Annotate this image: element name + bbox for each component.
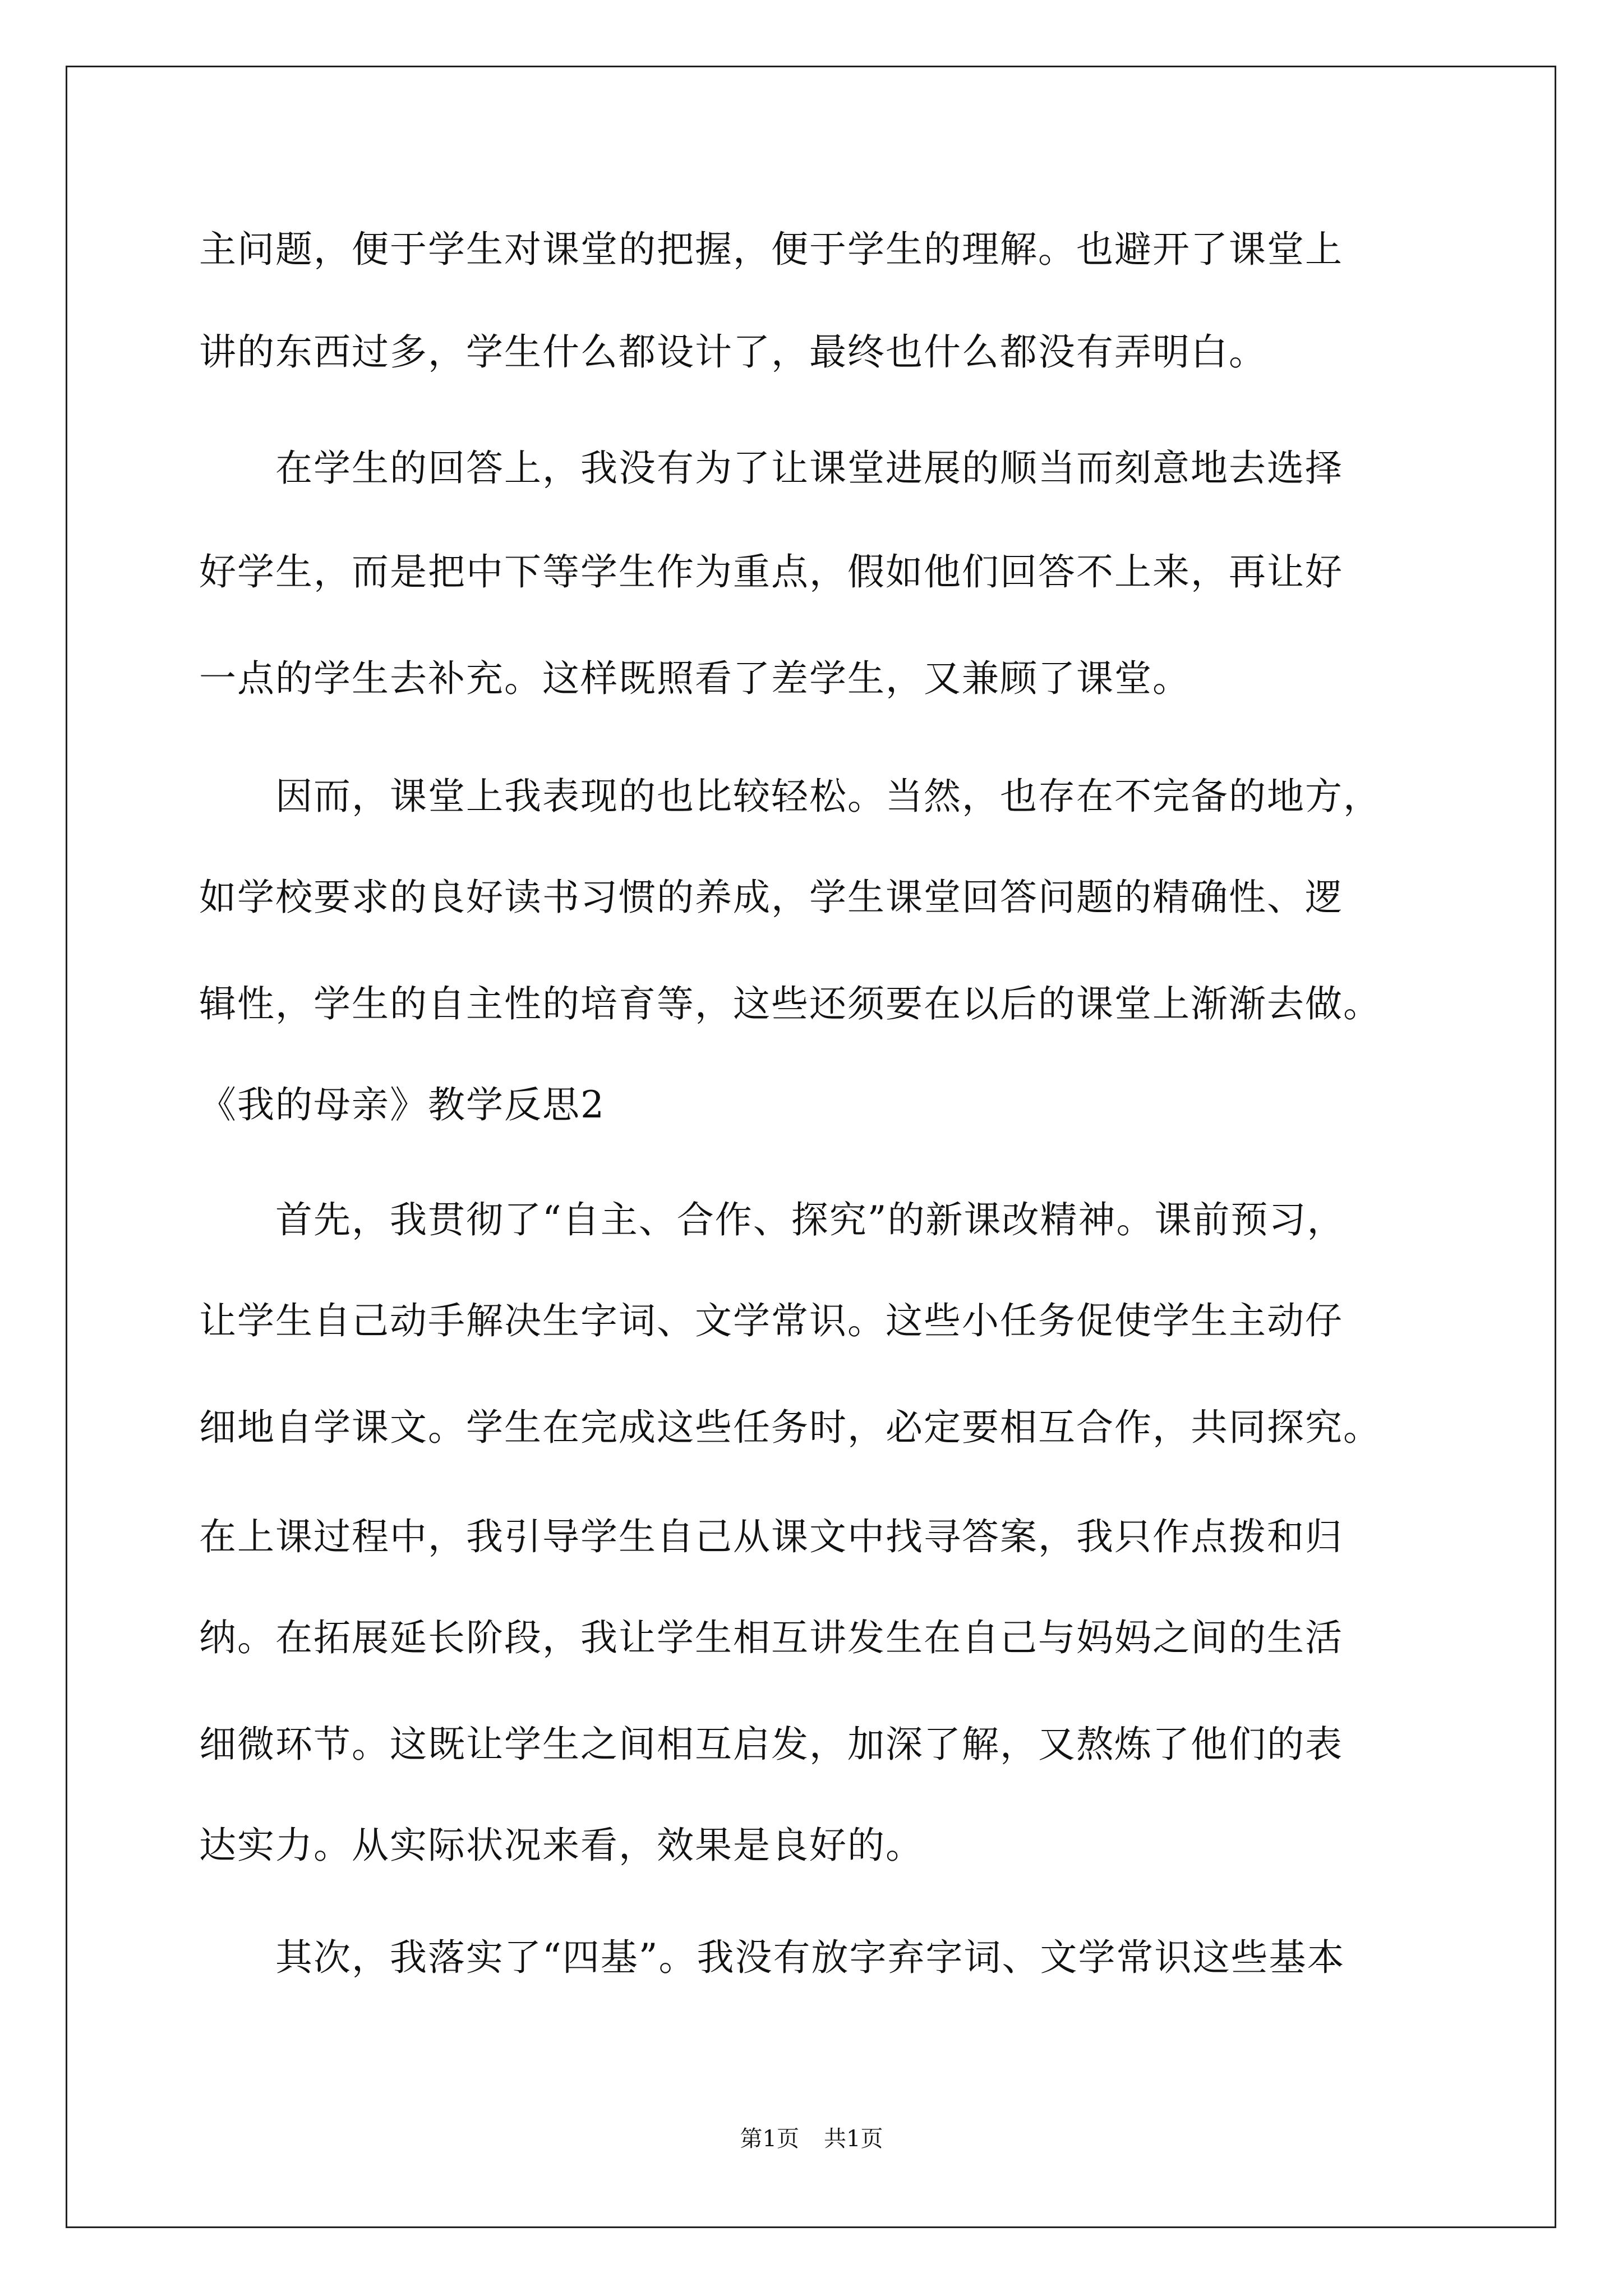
page-footer [0, 2125, 1623, 2153]
text-line: 细微环节。这既让学生之间相互启发，加深了解，又熬炼了他们的表 [199, 1723, 1343, 1766]
text-line: 达实力。从实际状况来看，效果是良好的。 [199, 1824, 924, 1867]
section-heading: 《我的母亲》教学反思2 [199, 1083, 605, 1126]
text-line: 首先，我贯彻了“自主、合作、探究”的新课改精神。课前预习， [199, 1198, 1345, 1241]
text-line: 在上课过程中，我引导学生自己从课文中找寻答案，我只作点拨和归 [199, 1515, 1343, 1558]
page-number: 第1页 [740, 2126, 799, 2152]
text-line: 细地自学课文。学生在完成这些任务时，必定要相互合作，共同探究。 [199, 1406, 1381, 1449]
page-total: 共1页 [824, 2126, 883, 2152]
page-border [66, 66, 1556, 2228]
text-line: 让学生自己动手解决生字词、文学常识。这些小任务促使学生主动仔 [199, 1299, 1343, 1342]
text-line: 好学生，而是把中下等学生作为重点，假如他们回答不上来，再让好 [199, 550, 1343, 593]
text-line: 其次，我落实了“四基”。我没有放字弃字词、文学常识这些基本 [199, 1936, 1345, 1979]
text-line: 纳。在拓展延长阶段，我让学生相互讲发生在自己与妈妈之间的生活 [199, 1616, 1343, 1659]
text-line: 一点的学生去补充。这样既照看了差学生，又兼顾了课堂。 [199, 657, 1191, 700]
text-line: 讲的东西过多，学生什么都设计了，最终也什么都没有弄明白。 [199, 330, 1267, 374]
text-line: 如学校要求的良好读书习惯的养成，学生课堂回答问题的精确性、逻 [199, 876, 1343, 919]
text-line: 主问题，便于学生对课堂的把握，便于学生的理解。也避开了课堂上 [199, 228, 1343, 271]
text-line: 在学生的回答上，我没有为了让课堂进展的顺当而刻意地去选择 [199, 447, 1343, 490]
text-line: 辑性，学生的自主性的培育等，这些还须要在以后的课堂上渐渐去做。 [199, 982, 1381, 1025]
text-line: 因而，课堂上我表现的也比较轻松。当然，也存在不完备的地方， [199, 775, 1381, 818]
